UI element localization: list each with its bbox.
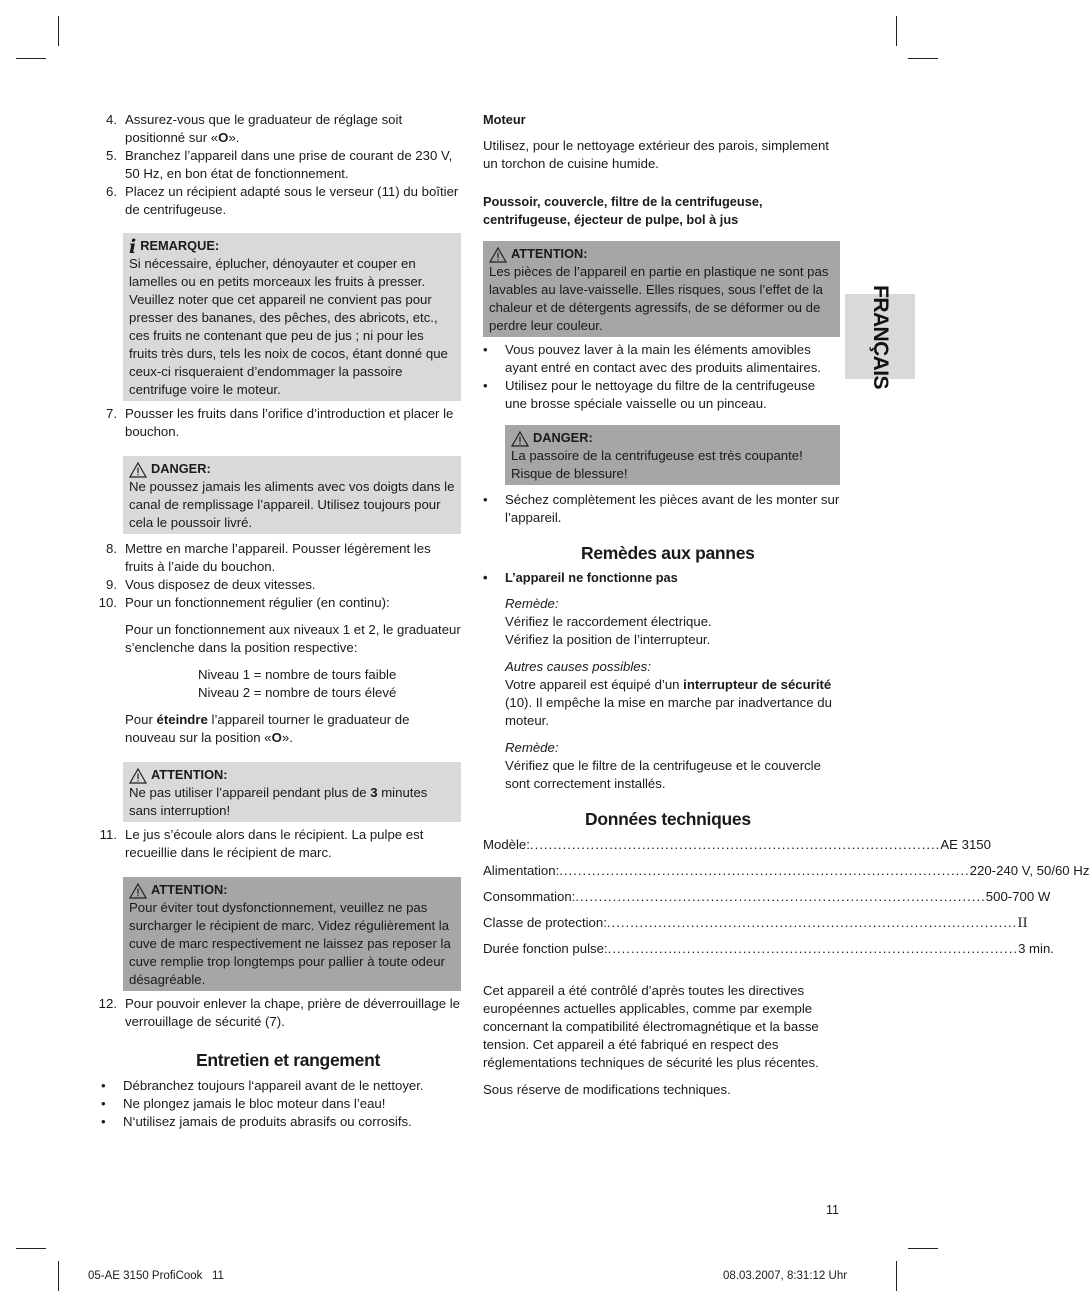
crop-mark bbox=[908, 58, 938, 59]
danger-text: La passoire de la centrifugeuse est très coupante! Risque de blessure! bbox=[511, 448, 803, 481]
step-10: 10. Pour un fonctionnement régulier (en continu): bbox=[98, 595, 390, 610]
note-text: Si nécessaire, éplucher, dénoyauter et couper en lamelles ou en petits morceaux les fruits à presser. Veuillez noter que cet appareil ne convient pas pour presser des bananes, des pêches, des abricots, etc., ces fruits ne contenant que peu de jus ; ni pour les fruits très durs, tels les noix de cocos, étant donné que ceux-ci risqueraient d’endommager la passoire centrifuge voire le moteur. bbox=[129, 256, 448, 397]
note-header: i REMARQUE: bbox=[129, 236, 220, 258]
step-12: 12. Pour pouvoir enlever la chape, prière de déverrouillage le verrouillage de sécurité (7). bbox=[98, 996, 461, 1029]
steps-4-6 bbox=[101, 111, 461, 219]
steps-8-10 bbox=[98, 540, 461, 612]
crop-mark bbox=[896, 16, 897, 46]
footer-right: 08.03.2007, 8:31:12 Uhr bbox=[723, 1270, 848, 1282]
remedy-label: Remède: bbox=[505, 740, 559, 755]
attention-header: ATTENTION: bbox=[489, 245, 834, 263]
motor-title: Moteur bbox=[483, 112, 526, 127]
list-item: • N‘utilisez jamais de produits abrasifs ou corrosifs. bbox=[101, 1114, 412, 1129]
continuous-text: Pour un fonctionnement aux niveaux 1 et 2, le graduateur s’enclenche dans la position respective: bbox=[125, 622, 461, 655]
warning-triangle-icon bbox=[129, 462, 147, 478]
conformity-text: Cet appareil a été contrôlé d’après toutes les directives européennes actuelles applicables, comme par exemple concernant la compatibilité électromagnétique et la basse tension. Cet appareil a été fabriqué en respect des réglementations techniques de sécurité les plus récentes. bbox=[483, 983, 819, 1070]
tech-row: Modèle: ........................................................................................ AE 3150 bbox=[483, 837, 991, 852]
crop-mark bbox=[16, 1248, 46, 1249]
other-causes-text: Votre appareil est équipé d’un interrupteur de sécurité (10). Il empêche la mise en marche par inadvertance du moteur. bbox=[505, 677, 832, 728]
list-item: • Débranchez toujours l‘appareil avant de le nettoyer. bbox=[101, 1078, 424, 1093]
warning-triangle-icon bbox=[489, 247, 507, 263]
maintenance-heading: Entretien et rangement bbox=[196, 1050, 380, 1070]
warning-triangle-icon bbox=[129, 883, 147, 899]
other-causes-label: Autres causes possibles: bbox=[505, 659, 651, 674]
list-item: • Ne plongez jamais le bloc moteur dans l’eau! bbox=[101, 1096, 386, 1111]
left-column bbox=[98, 111, 461, 1131]
step-4: 4. Assurez-vous que le graduateur de réglage soit positionné sur «O». bbox=[106, 112, 403, 145]
step-9: 9. Vous disposez de deux vitesses. bbox=[106, 577, 316, 592]
attention-text: Pour éviter tout dysfonctionnement, veuillez ne pas surcharger le récipient de marc. Videz régulièrement la cuve de marc respectivement ne laissez pas reposer la cuve remplie trop longtemps pour pallier à toute odeur désagréable. bbox=[129, 900, 451, 987]
crop-mark bbox=[58, 16, 59, 46]
motor-text: Utilisez, pour le nettoyage extérieur des parois, simplement un torchon de cuisine humide. bbox=[483, 138, 829, 171]
attention-header: ATTENTION: bbox=[129, 766, 455, 784]
step-8: 8. Mettre en marche l’appareil. Pousser légèrement les fruits à l’aide du bouchon. bbox=[106, 541, 431, 574]
footer-left: 05-AE 3150 ProfiCook 11 bbox=[88, 1270, 224, 1282]
maintenance-list bbox=[101, 1077, 461, 1131]
page-number: 11 bbox=[826, 1203, 839, 1217]
attention-box-3 bbox=[483, 241, 840, 337]
crop-mark bbox=[16, 58, 46, 59]
remedy-line-1: Vérifiez le raccordement électrique. bbox=[505, 614, 712, 629]
list-item: • Utilisez pour le nettoyage du filtre de la centrifugeuse une brosse spéciale vaisselle ou un pinceau. bbox=[483, 378, 816, 411]
cleaning-list bbox=[483, 341, 840, 413]
danger-header: DANGER: bbox=[129, 460, 455, 478]
crop-mark bbox=[58, 1261, 59, 1291]
remedy-section bbox=[505, 595, 840, 793]
problem-item: • L’appareil ne fonctionne pas bbox=[483, 570, 678, 585]
reserve-text: Sous réserve de modifications techniques. bbox=[483, 1082, 731, 1097]
step-6: 6. Placez un récipient adapté sous le verseur (11) du boîtier de centrifugeuse. bbox=[106, 184, 459, 217]
danger-header: DANGER: bbox=[511, 429, 834, 447]
danger-box-1 bbox=[123, 456, 461, 534]
attention-text: Ne pas utiliser l’appareil pendant plus de 3 minutes sans interruption! bbox=[129, 785, 428, 818]
step-7: 7. Pousser les fruits dans l’orifice d’introduction et placer le bouchon. bbox=[106, 406, 454, 439]
crop-mark bbox=[896, 1261, 897, 1291]
troubleshooting-heading: Remèdes aux pannes bbox=[581, 543, 755, 563]
info-icon: i bbox=[129, 236, 137, 258]
crop-mark bbox=[908, 1248, 938, 1249]
language-tab: FRANÇAIS bbox=[845, 294, 915, 379]
attention-box-1 bbox=[123, 762, 461, 822]
tech-row: Consommation: ........................................................................................ 500-700 W bbox=[483, 889, 1051, 904]
remedy-label: Remède: bbox=[505, 596, 559, 611]
list-item: • Vous pouvez laver à la main les éléments amovibles ayant entré en contact avec des produits alimentaires. bbox=[483, 342, 821, 375]
tech-data-heading: Données techniques bbox=[585, 809, 751, 829]
tech-row: Classe de protection: ........................................................................................ II bbox=[483, 915, 1028, 931]
tech-row: Alimentation: ........................................................................................ 220-240 V, 50/60 Hz bbox=[483, 863, 1089, 878]
level-2-text: Niveau 2 = nombre de tours élevé bbox=[198, 685, 397, 700]
tech-row: Durée fonction pulse: ........................................................................................ 3 min. bbox=[483, 941, 1054, 956]
danger-box-2 bbox=[505, 425, 840, 485]
danger-text: Ne poussez jamais les aliments avec vos doigts dans le canal de remplissage l’appareil. Utilisez toujours pour cela le poussoir livré. bbox=[129, 479, 455, 530]
step-11: 11. Le jus s’écoule alors dans le récipient. La pulpe est recueillie dans le récipient de marc. bbox=[99, 827, 424, 860]
note-box bbox=[123, 233, 461, 401]
step-5: 5. Branchez l’appareil dans une prise de courant de 230 V, 50 Hz, en bon état de fonctionnement. bbox=[106, 148, 453, 181]
attention-text: Les pièces de l’appareil en partie en plastique ne sont pas lavables au lave-vaisselle. Elles risques, sous l’effet de la chaleur et de détergents agressifs, de se déformer ou de perdre leur couleur. bbox=[489, 264, 829, 333]
switch-off-text: Pour éteindre l’appareil tourner le graduateur de nouveau sur la position «O». bbox=[125, 712, 410, 745]
remedy-text: Vérifiez que le filtre de la centrifugeuse et le couvercle sont correctement installés. bbox=[505, 758, 821, 791]
attention-box-2 bbox=[123, 877, 461, 991]
warning-triangle-icon bbox=[511, 431, 529, 447]
list-item: • Séchez complètement les pièces avant de les monter sur l’appareil. bbox=[483, 492, 840, 525]
parts-title: Poussoir, couvercle, filtre de la centrifugeuse, centrifugeuse, éjecteur de pulpe, bol à jus bbox=[483, 194, 763, 227]
attention-header: ATTENTION: bbox=[129, 881, 455, 899]
tech-data-table bbox=[483, 836, 1089, 966]
warning-triangle-icon bbox=[129, 768, 147, 784]
remedy-line-2: Vérifiez la position de l’interrupteur. bbox=[505, 632, 711, 647]
level-1-text: Niveau 1 = nombre de tours faible bbox=[198, 667, 397, 682]
